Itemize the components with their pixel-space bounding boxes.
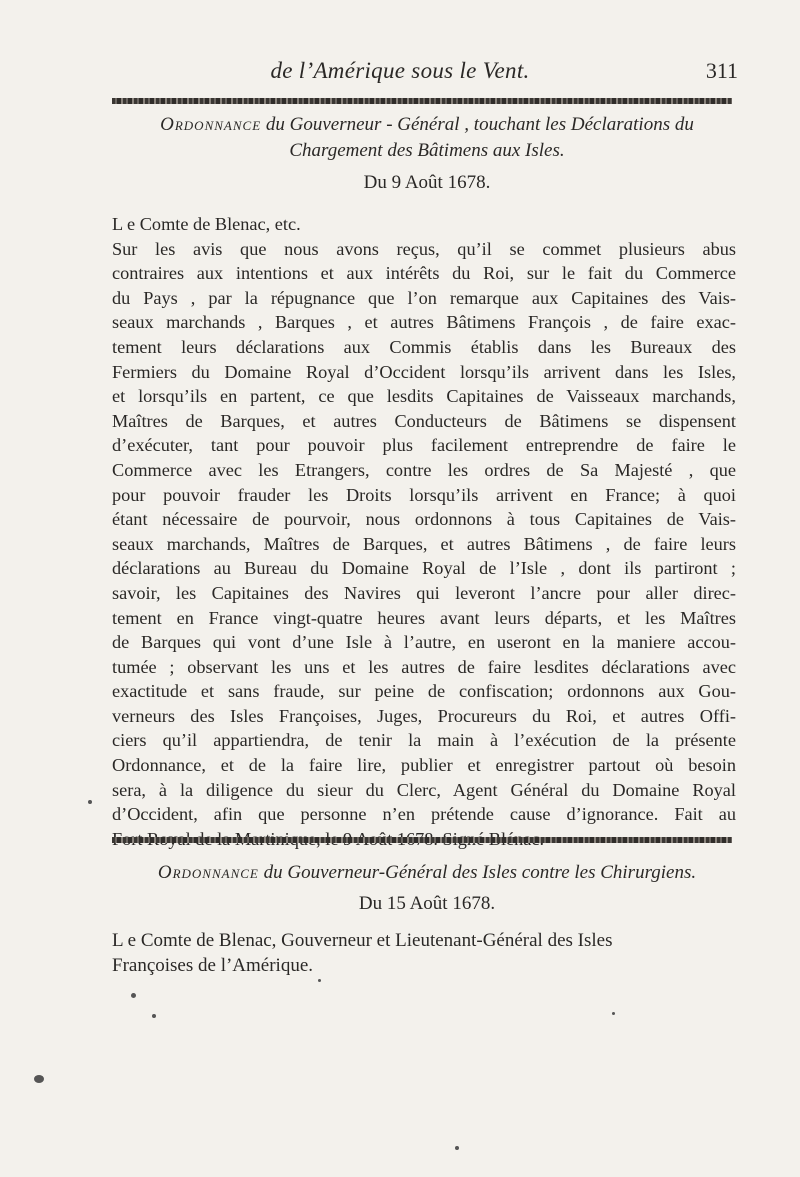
text-line: du Pays , par la répugnance que l’on remarque aux Capitaines des Vais- — [112, 287, 736, 308]
text-line: déclarations au Bureau du Domaine Royal de l’Isle , dont ils partiront ; — [112, 558, 736, 579]
text-line: Fermiers du Domaine Royal d’Occident lorsqu’ils arrivent dans les Isles, — [112, 361, 736, 382]
text-line: d’Occident, afin que personne n’en prétende cause d’ignorance. Fait au — [112, 804, 736, 825]
ordinance-2-body — [112, 928, 736, 978]
ordinance-1-heading-lead: Ordonnance — [160, 114, 262, 135]
text-line: Commerce avec les Etrangers, contre les ordres de Sa Majesté , que — [112, 459, 736, 480]
text-line: exactitude et sans fraude, sur peine de confiscation; ordonnons aux Gou- — [112, 681, 736, 702]
ornamental-rule — [112, 98, 732, 104]
ornamental-rule — [112, 837, 732, 843]
text-line: contraires aux intentions et aux intérêts du Roi, sur le fait du Commerce — [112, 263, 736, 284]
page-number: 311 — [705, 58, 738, 83]
text-line: tement leurs déclarations aux Commis établis dans les Bureaux des — [112, 336, 736, 357]
text-line: savoir, les Capitaines des Navires qui leveront l’ancre pour aller direc- — [112, 582, 736, 603]
text-line: tement en France vingt-quatre heures avant leurs départs, et les Maîtres — [112, 607, 736, 628]
ordinance-1-body — [112, 212, 736, 851]
running-head — [0, 58, 800, 86]
text-line: verneurs des Isles Françoises, Juges, Procureurs du Roi, et autres Offi- — [112, 705, 736, 726]
text-line: sera, à la diligence du sieur du Clerc, Agent Général du Domaine Royal — [112, 779, 736, 800]
ordinance-2-heading-lead: Ordonnance — [157, 862, 259, 883]
text-line: L e Comte de Blenac, etc. — [112, 214, 301, 234]
text-line: et lorsqu’ils en partent, ce que lesdits Capitaines de Vaisseaux marchands, — [112, 386, 736, 407]
running-title: de l’Amérique sous le Vent. — [270, 58, 530, 83]
text-line: étant nécessaire de pourvoir, nous ordonnons à tous Capitaines de Vais- — [112, 509, 736, 530]
ordinance-2-date: Du 15 Août 1678. — [358, 893, 496, 914]
ordinance-1-date: Du 9 Août 1678. — [363, 172, 491, 193]
text-line: Maîtres de Barques, et autres Conducteurs de Bâtimens se dispensent — [112, 410, 736, 431]
text-line: seaux marchands , Barques , et autres Bâtimens François , de faire exac- — [112, 312, 736, 333]
text-line: Ordonnance, et de la faire lire, publier et enregistrer partout où besoin — [112, 755, 736, 776]
text-line: de Barques qui vont d’une Isle à l’autre, en useront en la maniere accou- — [112, 632, 736, 653]
text-line: Françoises de l’Amérique. — [112, 955, 314, 976]
text-line: L e Comte de Blenac, Gouverneur et Lieutenant-Général des Isles — [112, 930, 613, 951]
text-line: Sur les avis que nous avons reçus, qu’il se commet plusieurs abus — [112, 238, 736, 259]
ordinance-1-heading — [117, 112, 737, 164]
text-line: pour pouvoir frauder les Droits lorsqu’ils arrivent en France; à quoi — [112, 484, 736, 505]
ordinance-2-heading-rest: du Gouverneur-Général des Isles contre les Chirurgiens. — [263, 862, 697, 883]
text-line: d’exécuter, tant pour pouvoir plus facilement entreprendre de faire le — [112, 435, 736, 456]
text-line: tumée ; observant les uns et les autres de faire lesdites déclarations avec — [112, 656, 736, 677]
ordinance-2-heading — [117, 860, 737, 886]
ordinance-1-heading-rest: du Gouverneur - Général , touchant les Déclarations du Chargement des Bâtimens aux Isles. — [265, 114, 694, 161]
text-line: seaux marchands, Maîtres de Barques, et autres Bâtimens , de faire leurs — [112, 533, 736, 554]
text-line: ciers qu’il appartiendra, de tenir la main à l’exécution de la présente — [112, 730, 736, 751]
